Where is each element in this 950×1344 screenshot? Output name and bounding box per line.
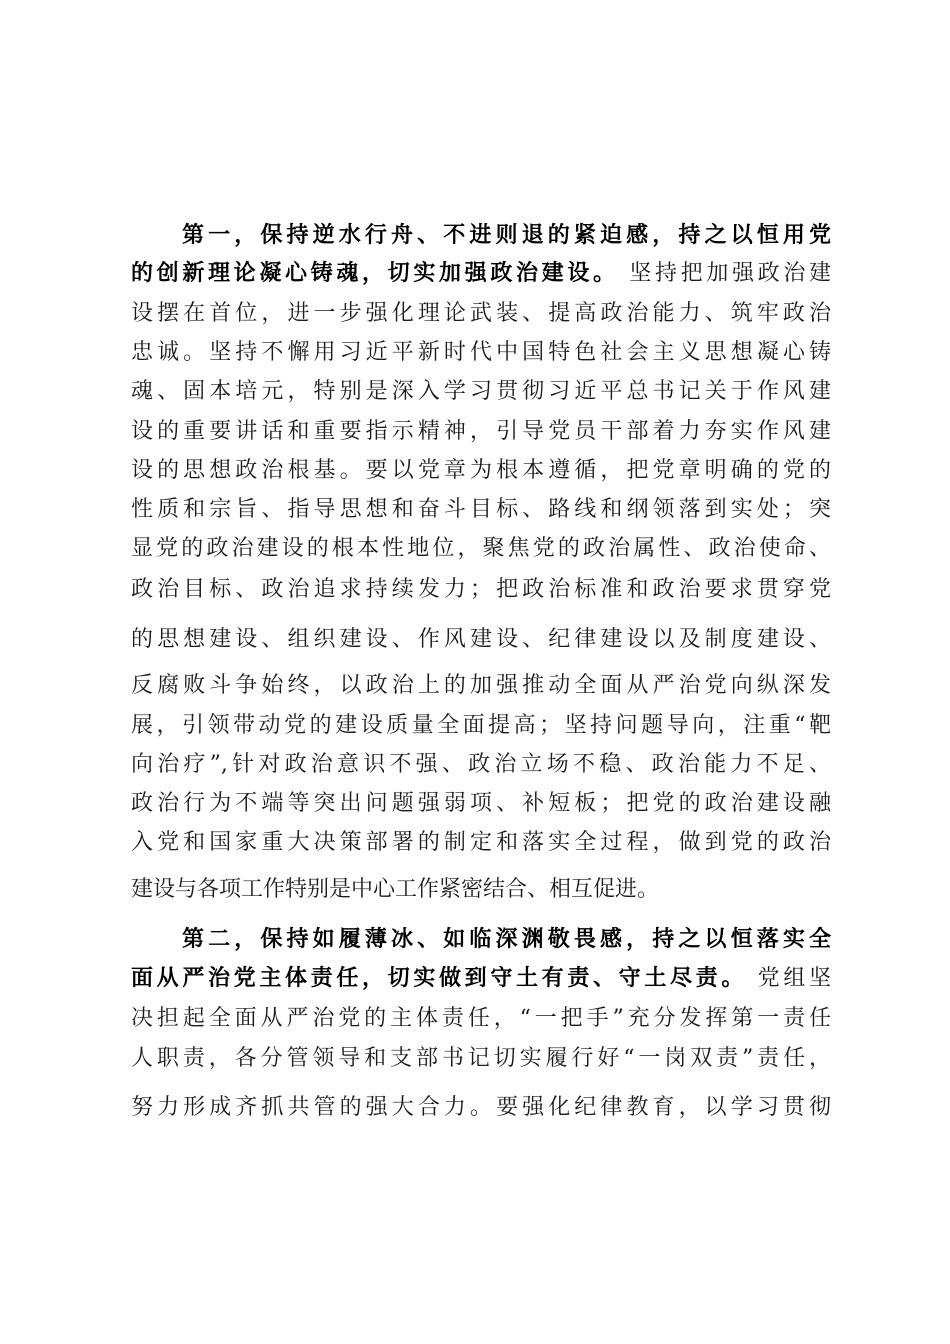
paragraph-1-line-1 bbox=[182, 218, 831, 254]
body-text: 忠诚。坚持不懈用习近平新时代中国特色社会主义思想凝心铸 bbox=[131, 340, 831, 365]
paragraph-2-line-5 bbox=[131, 1090, 831, 1126]
paragraph-2-line-1 bbox=[182, 922, 831, 958]
paragraph-1-line-11 bbox=[131, 622, 831, 658]
body-text: 努力形成齐抓共管的强大合力。要强化纪律教育，以学习贯彻 bbox=[131, 1095, 831, 1120]
body-text: 展，引领带动党的建设质量全面提高；坚持问题导向，注重“靶 bbox=[131, 713, 831, 738]
paragraph-1-line-13 bbox=[131, 708, 831, 744]
paragraph-1-line-4 bbox=[131, 335, 831, 371]
paragraph-1-line-8 bbox=[131, 492, 831, 528]
bold-heading-text: 第一，保持逆水行舟、不进则退的紧迫感，持之以恒用党 bbox=[182, 223, 831, 248]
bold-heading-text: 的创新理论凝心铸魂，切实加强政治建设。 bbox=[131, 261, 619, 286]
paragraph-1-line-6 bbox=[131, 414, 831, 450]
paragraph-1-line-15 bbox=[131, 786, 831, 822]
paragraph-1-line-2 bbox=[131, 256, 831, 292]
body-text: 政治目标、政治追求持续发力；把政治标准和政治要求贯穿党 bbox=[131, 577, 831, 602]
paragraph-1-line-7 bbox=[131, 453, 831, 489]
body-text: 显党的政治建设的根本性地位，聚焦党的政治属性、政治使命、 bbox=[131, 536, 831, 561]
body-text: 坚持把加强政治建 bbox=[618, 261, 831, 286]
body-text: 入党和国家重大决策部署的制定和落实全过程，做到党的政治 bbox=[131, 830, 831, 855]
bold-heading-text: 面从严治党主体责任，切实做到守土有责、守土尽责。 bbox=[131, 966, 747, 991]
paragraph-2-line-2 bbox=[131, 961, 831, 997]
paragraph-1-line-14 bbox=[131, 747, 831, 783]
body-text: 性质和宗旨、指导思想和奋斗目标、路线和纲领落到实处；突 bbox=[131, 497, 831, 522]
body-text: 决担起全面从严治党的主体责任，“一把手”充分发挥第一责任 bbox=[131, 1006, 831, 1031]
paragraph-2-line-3 bbox=[131, 1001, 831, 1037]
paragraph-1-line-3 bbox=[131, 296, 831, 332]
body-text: 建设与各项工作特别是中心工作紧密结合、相互促进。 bbox=[131, 877, 660, 902]
bold-heading-text: 第二，保持如履薄冰、如临深渊敬畏感，持之以恒落实全 bbox=[182, 927, 831, 952]
body-text: 政治行为不端等突出问题强弱项、补短板；把党的政治建设融 bbox=[131, 791, 831, 816]
paragraph-1-line-17 bbox=[131, 872, 831, 908]
body-text: 设摆在首位，进一步强化理论武装、提高政治能力、筑牢政治 bbox=[131, 301, 831, 326]
paragraph-1-line-12 bbox=[131, 668, 831, 704]
paragraph-1-line-10 bbox=[131, 572, 831, 608]
body-text: 的思想建设、组织建设、作风建设、纪律建设以及制度建设、 bbox=[131, 627, 831, 652]
body-text: 魂、固本培元，特别是深入学习贯彻习近平总书记关于作风建 bbox=[131, 379, 831, 404]
body-text: 人职责，各分管领导和支部书记切实履行好“一岗双责”责任， bbox=[131, 1046, 831, 1071]
body-text: 设的思想政治根基。要以党章为根本遵循，把党章明确的党的 bbox=[131, 458, 831, 483]
paragraph-2-line-4 bbox=[131, 1041, 831, 1077]
body-text: 向治疗”,针对政治意识不强、政治立场不稳、政治能力不足、 bbox=[131, 752, 831, 777]
body-text: 设的重要讲话和重要指示精神，引导党员干部着力夯实作风建 bbox=[131, 419, 831, 444]
body-text: 党组坚 bbox=[747, 966, 831, 991]
paragraph-1-line-5 bbox=[131, 374, 831, 410]
body-text: 反腐败斗争始终，以政治上的加强推动全面从严治党向纵深发 bbox=[131, 673, 831, 698]
paragraph-1-line-9 bbox=[131, 531, 831, 567]
paragraph-1-line-16 bbox=[131, 825, 831, 861]
